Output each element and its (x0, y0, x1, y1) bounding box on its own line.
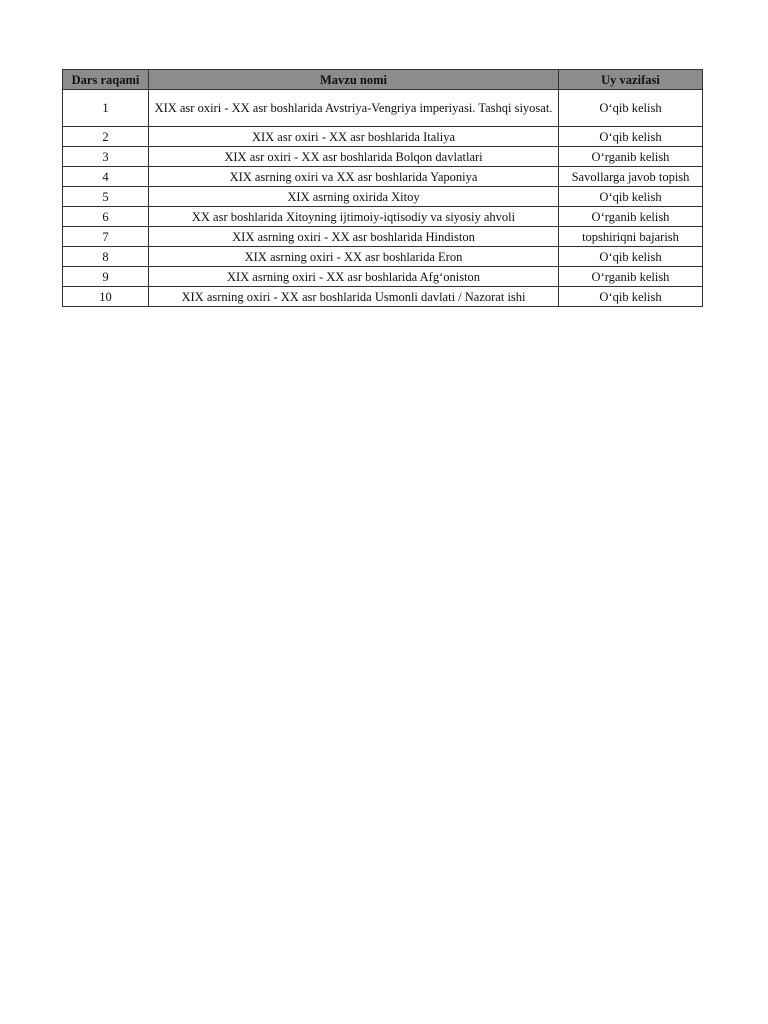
lesson-number: 2 (63, 127, 149, 147)
header-row (63, 70, 703, 90)
topic-name: XX asr boshlarida Xitoyning ijtimoiy-iqtisodiy va siyosiy ahvoli (149, 207, 559, 227)
lesson-number: 9 (63, 267, 149, 287)
homework: O‘rganib kelish (559, 207, 703, 227)
lesson-number: 10 (63, 287, 149, 307)
homework: O‘qib kelish (559, 287, 703, 307)
homework: Savollarga javob topish (559, 167, 703, 187)
table-row (63, 127, 703, 147)
lesson-number: 8 (63, 247, 149, 267)
topic-name: XIX asr oxiri - XX asr boshlarida Italiya (149, 127, 559, 147)
topic-name: XIX asrning oxirida Xitoy (149, 187, 559, 207)
topic-name: XIX asr oxiri - XX asr boshlarida Bolqon davlatlari (149, 147, 559, 167)
topic-name: XIX asrning oxiri - XX asr boshlarida Eron (149, 247, 559, 267)
lesson-number: 6 (63, 207, 149, 227)
homework: O‘qib kelish (559, 247, 703, 267)
table-header (63, 70, 703, 90)
topic-name: XIX asrning oxiri - XX asr boshlarida Hindiston (149, 227, 559, 247)
header-lesson-number: Dars raqami (63, 70, 149, 90)
table-row (63, 167, 703, 187)
lesson-number: 4 (63, 167, 149, 187)
table-row (63, 207, 703, 227)
homework: O‘rganib kelish (559, 147, 703, 167)
topic-name: XIX asrning oxiri - XX asr boshlarida Usmonli davlati / Nazorat ishi (149, 287, 559, 307)
homework: O‘qib kelish (559, 90, 703, 127)
table-body (63, 90, 703, 307)
topic-name: XIX asrning oxiri va XX asr boshlarida Yaponiya (149, 167, 559, 187)
header-topic-name: Mavzu nomi (149, 70, 559, 90)
homework: O‘qib kelish (559, 127, 703, 147)
lesson-plan-table (62, 69, 703, 307)
header-homework: Uy vazifasi (559, 70, 703, 90)
table-row (63, 287, 703, 307)
topic-name: XIX asr oxiri - XX asr boshlarida Avstriya-Vengriya imperiyasi. Tashqi siyosat. (149, 90, 559, 127)
homework: O‘rganib kelish (559, 267, 703, 287)
table-row (63, 247, 703, 267)
lesson-number: 1 (63, 90, 149, 127)
homework: O‘qib kelish (559, 187, 703, 207)
table-row (63, 187, 703, 207)
table-row (63, 267, 703, 287)
table-row (63, 90, 703, 127)
topic-name: XIX asrning oxiri - XX asr boshlarida Afg‘oniston (149, 267, 559, 287)
table-row (63, 147, 703, 167)
homework: topshiriqni bajarish (559, 227, 703, 247)
lesson-number: 5 (63, 187, 149, 207)
lesson-number: 7 (63, 227, 149, 247)
table-row (63, 227, 703, 247)
lesson-number: 3 (63, 147, 149, 167)
